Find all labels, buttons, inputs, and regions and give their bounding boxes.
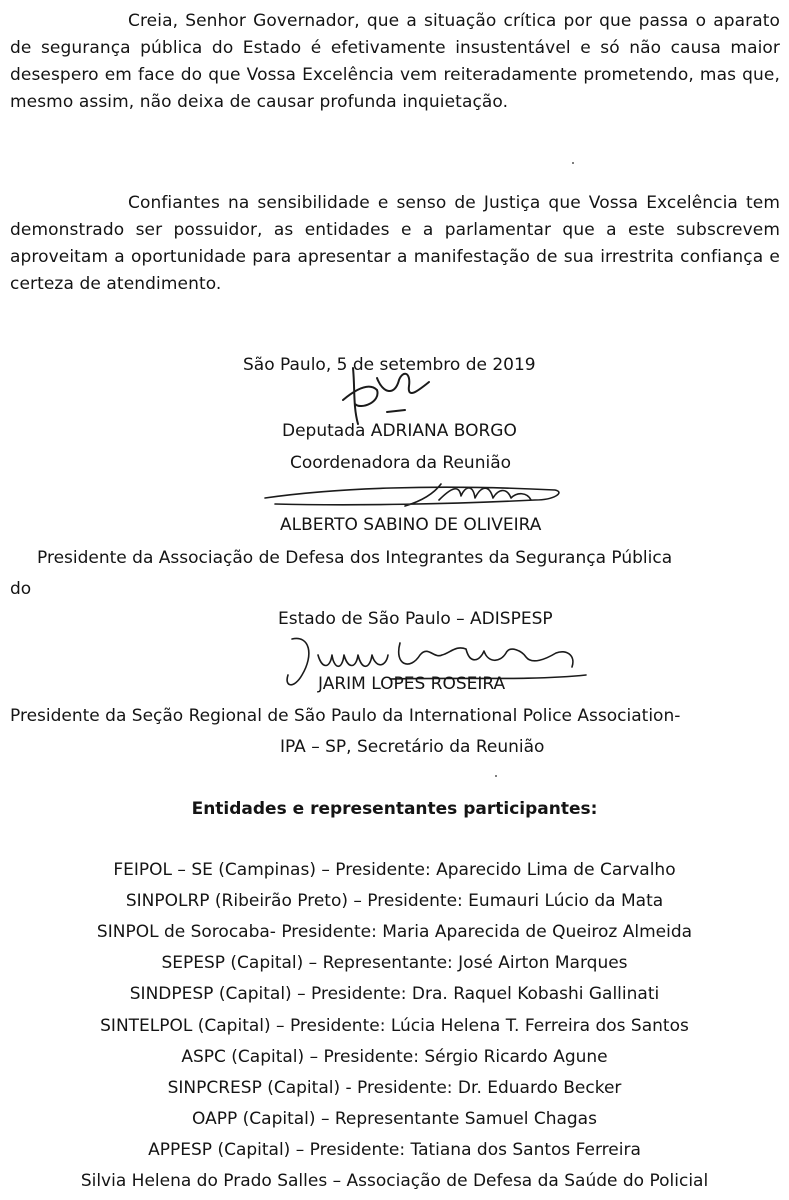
- signature-alberto-sabino: [255, 470, 585, 520]
- signatory-2-role-line-2: do: [10, 579, 32, 599]
- participant-entry: SEPESP (Capital) – Representante: José Airton Marques: [161, 953, 628, 974]
- scan-speck: [495, 775, 497, 777]
- signatory-3-name: JARIM LOPES ROSEIRA: [318, 674, 506, 694]
- place-date: São Paulo, 5 de setembro de 2019: [243, 355, 536, 375]
- paragraph-2: Confiantes na sensibilidade e senso de Justiça que Vossa Excelência tem demonstrado ser possuidor, as entidades e a parlamentar que a este subscrevem aproveitam a oportunidade para apresentar a manifestação de sua irrestrita confiança e certeza de atendimento.: [10, 193, 780, 294]
- signatory-1-name: Deputada ADRIANA BORGO: [282, 421, 517, 441]
- signatory-3-role-line-1: Presidente da Seção Regional de São Paulo da International Police Association-: [10, 706, 681, 726]
- participant-entry: SINPOLRP (Ribeirão Preto) – Presidente: Eumauri Lúcio da Mata: [125, 891, 664, 912]
- scan-speck: [572, 162, 574, 164]
- paragraph-1: Creia, Senhor Governador, que a situação crítica por que passa o aparato de segurança pública do Estado é efetivamente insustentável e só não causa maior desespero em face do que Vossa Excelência vem reiteradamente prometendo, mas que, mesmo assim, não deixa de causar profunda inquietação.: [10, 11, 780, 112]
- participant-entry: SINDPESP (Capital) – Presidente: Dra. Raquel Kobashi Gallinati: [129, 984, 660, 1005]
- participant-entry: APPESP (Capital) – Presidente: Tatiana dos Santos Ferreira: [148, 1139, 641, 1160]
- participant-entry: SINPCRESP (Capital) - Presidente: Dr. Eduardo Becker: [167, 1077, 622, 1098]
- participants-heading: Entidades e representantes participantes:: [191, 799, 598, 819]
- participant-entry: FEIPOL – SE (Campinas) – Presidente: Aparecido Lima de Carvalho: [113, 860, 676, 880]
- participant-entry: Silvia Helena do Prado Salles – Associação de Defesa da Saúde do Policial: [80, 1171, 709, 1191]
- participant-entry: OAPP (Capital) – Representante Samuel Chagas: [192, 1108, 597, 1129]
- signatory-2-role-line-3: Estado de São Paulo – ADISPESP: [278, 609, 553, 629]
- signatory-2-role-line-1: Presidente da Associação de Defesa dos Integrantes da Segurança Pública: [37, 548, 673, 568]
- signatory-3-role-line-2: IPA – SP, Secretário da Reunião: [280, 737, 545, 757]
- signatory-2-name: ALBERTO SABINO DE OLIVEIRA: [280, 515, 542, 535]
- participant-entry: SINPOL de Sorocaba- Presidente: Maria Aparecida de Queiroz Almeida: [96, 922, 693, 943]
- signatory-1-role: Coordenadora da Reunião: [290, 453, 512, 473]
- participant-entry: SINTELPOL (Capital) – Presidente: Lúcia Helena T. Ferreira dos Santos: [100, 1015, 689, 1036]
- participant-entry: ASPC (Capital) – Presidente: Sérgio Ricardo Agune: [181, 1046, 608, 1067]
